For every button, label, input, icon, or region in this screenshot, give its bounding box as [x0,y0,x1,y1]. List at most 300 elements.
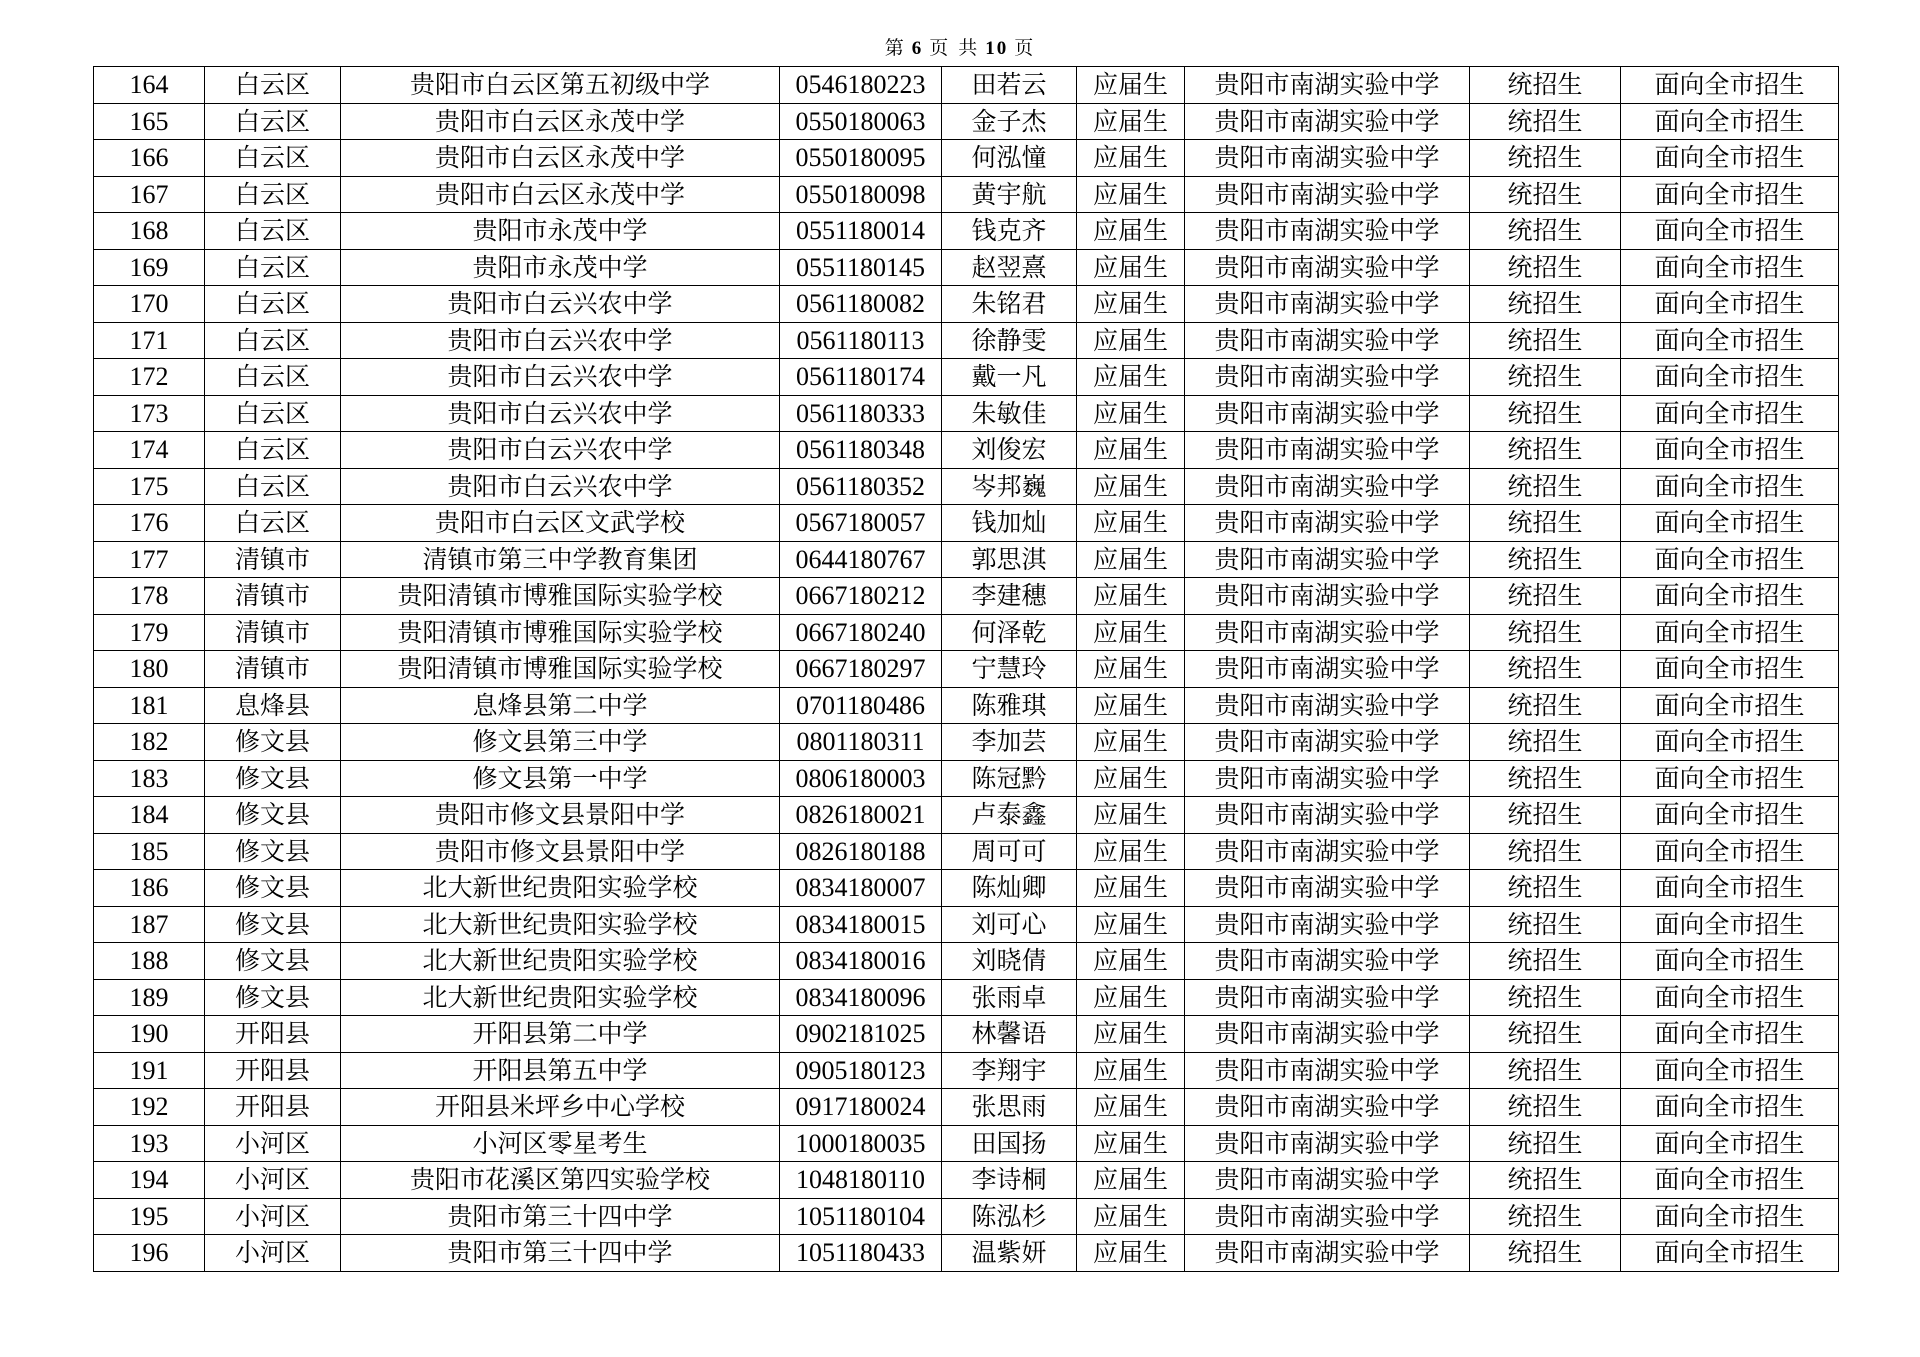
enrollment-scope-cell: 面向全市招生 [1621,1235,1839,1272]
admission-category-cell: 统招生 [1470,249,1621,286]
student-type-cell: 应届生 [1077,286,1185,323]
district-cell: 白云区 [205,322,341,359]
admitted-school-cell: 贵阳市南湖实验中学 [1185,870,1470,907]
admitted-school-cell: 贵阳市南湖实验中学 [1185,1125,1470,1162]
student-name-cell: 李翔宇 [942,1052,1077,1089]
exam-number-cell: 0561180113 [780,322,942,359]
school-cell: 贵阳市白云兴农中学 [341,395,780,432]
table-row [94,67,1839,104]
admission-category-cell: 统招生 [1470,213,1621,250]
row-number-cell: 186 [94,870,205,907]
row-number-cell: 174 [94,432,205,469]
exam-number-cell: 0644180767 [780,541,942,578]
admitted-school-cell: 贵阳市南湖实验中学 [1185,1016,1470,1053]
row-number-cell: 190 [94,1016,205,1053]
exam-number-cell: 0834180016 [780,943,942,980]
student-name-cell: 赵翌熹 [942,249,1077,286]
admitted-school-cell: 贵阳市南湖实验中学 [1185,1162,1470,1199]
table-row [94,176,1839,213]
row-number-cell: 170 [94,286,205,323]
admission-category-cell: 统招生 [1470,1198,1621,1235]
student-name-cell: 温紫妍 [942,1235,1077,1272]
enrollment-scope-cell: 面向全市招生 [1621,541,1839,578]
student-type-cell: 应届生 [1077,1235,1185,1272]
exam-number-cell: 0561180333 [780,395,942,432]
enrollment-scope-cell: 面向全市招生 [1621,505,1839,542]
district-cell: 修文县 [205,943,341,980]
student-type-cell: 应届生 [1077,870,1185,907]
admission-category-cell: 统招生 [1470,833,1621,870]
admission-category-cell: 统招生 [1470,140,1621,177]
admission-category-cell: 统招生 [1470,176,1621,213]
row-number-cell: 164 [94,67,205,104]
table-row [94,687,1839,724]
table-row [94,614,1839,651]
student-name-cell: 李诗桐 [942,1162,1077,1199]
row-number-cell: 165 [94,103,205,140]
admission-category-cell: 统招生 [1470,614,1621,651]
district-cell: 白云区 [205,286,341,323]
admitted-school-cell: 贵阳市南湖实验中学 [1185,943,1470,980]
district-cell: 白云区 [205,468,341,505]
row-number-cell: 188 [94,943,205,980]
table-row [94,797,1839,834]
district-cell: 白云区 [205,103,341,140]
school-cell: 贵阳清镇市博雅国际实验学校 [341,614,780,651]
student-type-cell: 应届生 [1077,614,1185,651]
table-row [94,103,1839,140]
district-cell: 息烽县 [205,687,341,724]
school-cell: 北大新世纪贵阳实验学校 [341,943,780,980]
district-cell: 修文县 [205,906,341,943]
district-cell: 白云区 [205,140,341,177]
admitted-school-cell: 贵阳市南湖实验中学 [1185,578,1470,615]
district-cell: 小河区 [205,1198,341,1235]
school-cell: 贵阳市永茂中学 [341,249,780,286]
exam-number-cell: 0806180003 [780,760,942,797]
district-cell: 清镇市 [205,578,341,615]
student-name-cell: 陈雅琪 [942,687,1077,724]
exam-number-cell: 0567180057 [780,505,942,542]
table-row [94,140,1839,177]
enrollment-scope-cell: 面向全市招生 [1621,395,1839,432]
school-cell: 贵阳市第三十四中学 [341,1235,780,1272]
exam-number-cell: 0551180145 [780,249,942,286]
row-number-cell: 193 [94,1125,205,1162]
row-number-cell: 187 [94,906,205,943]
school-cell: 贵阳市白云区永茂中学 [341,176,780,213]
school-cell: 北大新世纪贵阳实验学校 [341,870,780,907]
table-row [94,213,1839,250]
exam-number-cell: 0917180024 [780,1089,942,1126]
school-cell: 贵阳市修文县景阳中学 [341,797,780,834]
enrollment-scope-cell: 面向全市招生 [1621,1198,1839,1235]
admission-category-cell: 统招生 [1470,943,1621,980]
student-type-cell: 应届生 [1077,249,1185,286]
row-number-cell: 179 [94,614,205,651]
enrollment-scope-cell: 面向全市招生 [1621,176,1839,213]
student-type-cell: 应届生 [1077,322,1185,359]
admitted-school-cell: 贵阳市南湖实验中学 [1185,1052,1470,1089]
admitted-school-cell: 贵阳市南湖实验中学 [1185,468,1470,505]
student-name-cell: 卢泰鑫 [942,797,1077,834]
student-name-cell: 金子杰 [942,103,1077,140]
exam-number-cell: 0550180095 [780,140,942,177]
table-row [94,1052,1839,1089]
student-name-cell: 何泓憧 [942,140,1077,177]
row-number-cell: 172 [94,359,205,396]
exam-number-cell: 1000180035 [780,1125,942,1162]
row-number-cell: 177 [94,541,205,578]
school-cell: 贵阳市修文县景阳中学 [341,833,780,870]
admitted-school-cell: 贵阳市南湖实验中学 [1185,614,1470,651]
admission-category-cell: 统招生 [1470,1016,1621,1053]
district-cell: 开阳县 [205,1089,341,1126]
table-row [94,468,1839,505]
row-number-cell: 175 [94,468,205,505]
page-number-header [0,36,1920,61]
student-name-cell: 何泽乾 [942,614,1077,651]
page-middle: 页 共 [929,37,980,59]
district-cell: 小河区 [205,1125,341,1162]
table-row [94,1198,1839,1235]
student-type-cell: 应届生 [1077,505,1185,542]
table-row [94,322,1839,359]
student-name-cell: 朱铭君 [942,286,1077,323]
row-number-cell: 167 [94,176,205,213]
enrollment-scope-cell: 面向全市招生 [1621,1125,1839,1162]
district-cell: 修文县 [205,724,341,761]
row-number-cell: 169 [94,249,205,286]
student-name-cell: 刘俊宏 [942,432,1077,469]
table-row [94,651,1839,688]
table-row [94,286,1839,323]
student-type-cell: 应届生 [1077,833,1185,870]
enrollment-scope-cell: 面向全市招生 [1621,724,1839,761]
district-cell: 白云区 [205,249,341,286]
exam-number-cell: 0826180021 [780,797,942,834]
district-cell: 白云区 [205,395,341,432]
table-row [94,249,1839,286]
school-cell: 贵阳市白云兴农中学 [341,432,780,469]
admitted-school-cell: 贵阳市南湖实验中学 [1185,176,1470,213]
table-row [94,578,1839,615]
student-type-cell: 应届生 [1077,687,1185,724]
row-number-cell: 176 [94,505,205,542]
district-cell: 清镇市 [205,541,341,578]
student-name-cell: 陈灿卿 [942,870,1077,907]
school-cell: 贵阳市白云兴农中学 [341,322,780,359]
district-cell: 白云区 [205,359,341,396]
table-row [94,505,1839,542]
admitted-school-cell: 贵阳市南湖实验中学 [1185,906,1470,943]
admitted-school-cell: 贵阳市南湖实验中学 [1185,103,1470,140]
school-cell: 贵阳市白云区永茂中学 [341,140,780,177]
exam-number-cell: 1048180110 [780,1162,942,1199]
district-cell: 开阳县 [205,1016,341,1053]
school-cell: 贵阳清镇市博雅国际实验学校 [341,651,780,688]
exam-number-cell: 0667180297 [780,651,942,688]
student-type-cell: 应届生 [1077,140,1185,177]
school-cell: 修文县第三中学 [341,724,780,761]
enrollment-scope-cell: 面向全市招生 [1621,432,1839,469]
admitted-school-cell: 贵阳市南湖实验中学 [1185,505,1470,542]
admission-category-cell: 统招生 [1470,651,1621,688]
student-name-cell: 黄宇航 [942,176,1077,213]
student-type-cell: 应届生 [1077,213,1185,250]
exam-number-cell: 0561180352 [780,468,942,505]
student-name-cell: 田国扬 [942,1125,1077,1162]
table-row [94,760,1839,797]
admission-category-cell: 统招生 [1470,432,1621,469]
admission-category-cell: 统招生 [1470,760,1621,797]
admitted-school-cell: 贵阳市南湖实验中学 [1185,724,1470,761]
student-name-cell: 徐静雯 [942,322,1077,359]
admitted-school-cell: 贵阳市南湖实验中学 [1185,1235,1470,1272]
admission-category-cell: 统招生 [1470,395,1621,432]
row-number-cell: 183 [94,760,205,797]
district-cell: 开阳县 [205,1052,341,1089]
student-type-cell: 应届生 [1077,176,1185,213]
exam-number-cell: 0701180486 [780,687,942,724]
district-cell: 修文县 [205,979,341,1016]
admission-roster-table [93,66,1839,1272]
student-name-cell: 钱克齐 [942,213,1077,250]
enrollment-scope-cell: 面向全市招生 [1621,833,1839,870]
district-cell: 小河区 [205,1235,341,1272]
student-name-cell: 李加芸 [942,724,1077,761]
table-row [94,432,1839,469]
school-cell: 息烽县第二中学 [341,687,780,724]
admission-category-cell: 统招生 [1470,1125,1621,1162]
admitted-school-cell: 贵阳市南湖实验中学 [1185,651,1470,688]
admitted-school-cell: 贵阳市南湖实验中学 [1185,1089,1470,1126]
student-type-cell: 应届生 [1077,432,1185,469]
exam-number-cell: 1051180104 [780,1198,942,1235]
table-row [94,1162,1839,1199]
student-type-cell: 应届生 [1077,651,1185,688]
enrollment-scope-cell: 面向全市招生 [1621,943,1839,980]
admission-category-cell: 统招生 [1470,797,1621,834]
current-page-number: 6 [911,38,924,59]
admitted-school-cell: 贵阳市南湖实验中学 [1185,760,1470,797]
school-cell: 贵阳市永茂中学 [341,213,780,250]
school-cell: 贵阳市白云兴农中学 [341,286,780,323]
enrollment-scope-cell: 面向全市招生 [1621,468,1839,505]
student-type-cell: 应届生 [1077,67,1185,104]
enrollment-scope-cell: 面向全市招生 [1621,1089,1839,1126]
district-cell: 白云区 [205,432,341,469]
student-type-cell: 应届生 [1077,724,1185,761]
admitted-school-cell: 贵阳市南湖实验中学 [1185,432,1470,469]
admission-category-cell: 统招生 [1470,979,1621,1016]
admission-category-cell: 统招生 [1470,286,1621,323]
enrollment-scope-cell: 面向全市招生 [1621,140,1839,177]
row-number-cell: 184 [94,797,205,834]
admission-category-cell: 统招生 [1470,103,1621,140]
student-name-cell: 李建穗 [942,578,1077,615]
row-number-cell: 178 [94,578,205,615]
school-cell: 开阳县第五中学 [341,1052,780,1089]
enrollment-scope-cell: 面向全市招生 [1621,797,1839,834]
student-name-cell: 宁慧玲 [942,651,1077,688]
admission-category-cell: 统招生 [1470,359,1621,396]
student-type-cell: 应届生 [1077,578,1185,615]
school-cell: 贵阳清镇市博雅国际实验学校 [341,578,780,615]
enrollment-scope-cell: 面向全市招生 [1621,103,1839,140]
exam-number-cell: 0905180123 [780,1052,942,1089]
roster-body [94,67,1839,1272]
admission-category-cell: 统招生 [1470,322,1621,359]
table-row [94,1016,1839,1053]
student-type-cell: 应届生 [1077,797,1185,834]
enrollment-scope-cell: 面向全市招生 [1621,1016,1839,1053]
table-row [94,359,1839,396]
exam-number-cell: 0801180311 [780,724,942,761]
admitted-school-cell: 贵阳市南湖实验中学 [1185,833,1470,870]
school-cell: 贵阳市第三十四中学 [341,1198,780,1235]
admission-category-cell: 统招生 [1470,870,1621,907]
enrollment-scope-cell: 面向全市招生 [1621,213,1839,250]
student-type-cell: 应届生 [1077,1162,1185,1199]
district-cell: 修文县 [205,760,341,797]
school-cell: 修文县第一中学 [341,760,780,797]
admission-category-cell: 统招生 [1470,687,1621,724]
row-number-cell: 168 [94,213,205,250]
school-cell: 清镇市第三中学教育集团 [341,541,780,578]
enrollment-scope-cell: 面向全市招生 [1621,578,1839,615]
student-name-cell: 陈冠黔 [942,760,1077,797]
student-type-cell: 应届生 [1077,103,1185,140]
school-cell: 贵阳市白云兴农中学 [341,468,780,505]
row-number-cell: 180 [94,651,205,688]
exam-number-cell: 0826180188 [780,833,942,870]
enrollment-scope-cell: 面向全市招生 [1621,979,1839,1016]
student-type-cell: 应届生 [1077,760,1185,797]
district-cell: 小河区 [205,1162,341,1199]
exam-number-cell: 0834180096 [780,979,942,1016]
exam-number-cell: 0902181025 [780,1016,942,1053]
row-number-cell: 189 [94,979,205,1016]
student-type-cell: 应届生 [1077,1125,1185,1162]
student-type-cell: 应届生 [1077,906,1185,943]
admitted-school-cell: 贵阳市南湖实验中学 [1185,286,1470,323]
student-type-cell: 应届生 [1077,979,1185,1016]
table-row [94,1235,1839,1272]
row-number-cell: 195 [94,1198,205,1235]
table-row [94,979,1839,1016]
student-type-cell: 应届生 [1077,1198,1185,1235]
student-type-cell: 应届生 [1077,1089,1185,1126]
enrollment-scope-cell: 面向全市招生 [1621,760,1839,797]
row-number-cell: 166 [94,140,205,177]
row-number-cell: 181 [94,687,205,724]
row-number-cell: 182 [94,724,205,761]
district-cell: 清镇市 [205,651,341,688]
school-cell: 北大新世纪贵阳实验学校 [341,979,780,1016]
enrollment-scope-cell: 面向全市招生 [1621,1052,1839,1089]
exam-number-cell: 0551180014 [780,213,942,250]
enrollment-scope-cell: 面向全市招生 [1621,870,1839,907]
table-row [94,870,1839,907]
student-type-cell: 应届生 [1077,395,1185,432]
admission-category-cell: 统招生 [1470,505,1621,542]
student-name-cell: 戴一凡 [942,359,1077,396]
exam-number-cell: 0834180007 [780,870,942,907]
exam-number-cell: 0561180348 [780,432,942,469]
table-row [94,724,1839,761]
exam-number-cell: 0667180212 [780,578,942,615]
row-number-cell: 194 [94,1162,205,1199]
school-cell: 开阳县第二中学 [341,1016,780,1053]
student-type-cell: 应届生 [1077,541,1185,578]
admission-category-cell: 统招生 [1470,1162,1621,1199]
exam-number-cell: 0550180063 [780,103,942,140]
table-row [94,541,1839,578]
student-type-cell: 应届生 [1077,359,1185,396]
enrollment-scope-cell: 面向全市招生 [1621,249,1839,286]
student-name-cell: 刘晓倩 [942,943,1077,980]
row-number-cell: 171 [94,322,205,359]
admitted-school-cell: 贵阳市南湖实验中学 [1185,1198,1470,1235]
student-type-cell: 应届生 [1077,943,1185,980]
district-cell: 白云区 [205,505,341,542]
admitted-school-cell: 贵阳市南湖实验中学 [1185,687,1470,724]
table-row [94,1125,1839,1162]
admission-category-cell: 统招生 [1470,1235,1621,1272]
student-name-cell: 张雨卓 [942,979,1077,1016]
district-cell: 白云区 [205,176,341,213]
exam-number-cell: 0667180240 [780,614,942,651]
exam-number-cell: 0550180098 [780,176,942,213]
table-row [94,1089,1839,1126]
district-cell: 修文县 [205,870,341,907]
admission-category-cell: 统招生 [1470,578,1621,615]
row-number-cell: 196 [94,1235,205,1272]
row-number-cell: 185 [94,833,205,870]
exam-number-cell: 0546180223 [780,67,942,104]
admission-category-cell: 统招生 [1470,1089,1621,1126]
school-cell: 北大新世纪贵阳实验学校 [341,906,780,943]
district-cell: 清镇市 [205,614,341,651]
total-pages-number: 10 [985,38,1009,59]
school-cell: 贵阳市白云兴农中学 [341,359,780,396]
student-type-cell: 应届生 [1077,468,1185,505]
exam-number-cell: 0561180174 [780,359,942,396]
admitted-school-cell: 贵阳市南湖实验中学 [1185,322,1470,359]
enrollment-scope-cell: 面向全市招生 [1621,1162,1839,1199]
row-number-cell: 173 [94,395,205,432]
exam-number-cell: 0834180015 [780,906,942,943]
enrollment-scope-cell: 面向全市招生 [1621,322,1839,359]
student-name-cell: 岑邦巍 [942,468,1077,505]
admission-category-cell: 统招生 [1470,1052,1621,1089]
district-cell: 修文县 [205,797,341,834]
enrollment-scope-cell: 面向全市招生 [1621,286,1839,323]
admitted-school-cell: 贵阳市南湖实验中学 [1185,797,1470,834]
row-number-cell: 192 [94,1089,205,1126]
admission-category-cell: 统招生 [1470,541,1621,578]
admitted-school-cell: 贵阳市南湖实验中学 [1185,213,1470,250]
table-row [94,833,1839,870]
school-cell: 贵阳市白云区第五初级中学 [341,67,780,104]
admitted-school-cell: 贵阳市南湖实验中学 [1185,67,1470,104]
school-cell: 贵阳市白云区永茂中学 [341,103,780,140]
student-type-cell: 应届生 [1077,1052,1185,1089]
enrollment-scope-cell: 面向全市招生 [1621,687,1839,724]
student-type-cell: 应届生 [1077,1016,1185,1053]
admitted-school-cell: 贵阳市南湖实验中学 [1185,140,1470,177]
